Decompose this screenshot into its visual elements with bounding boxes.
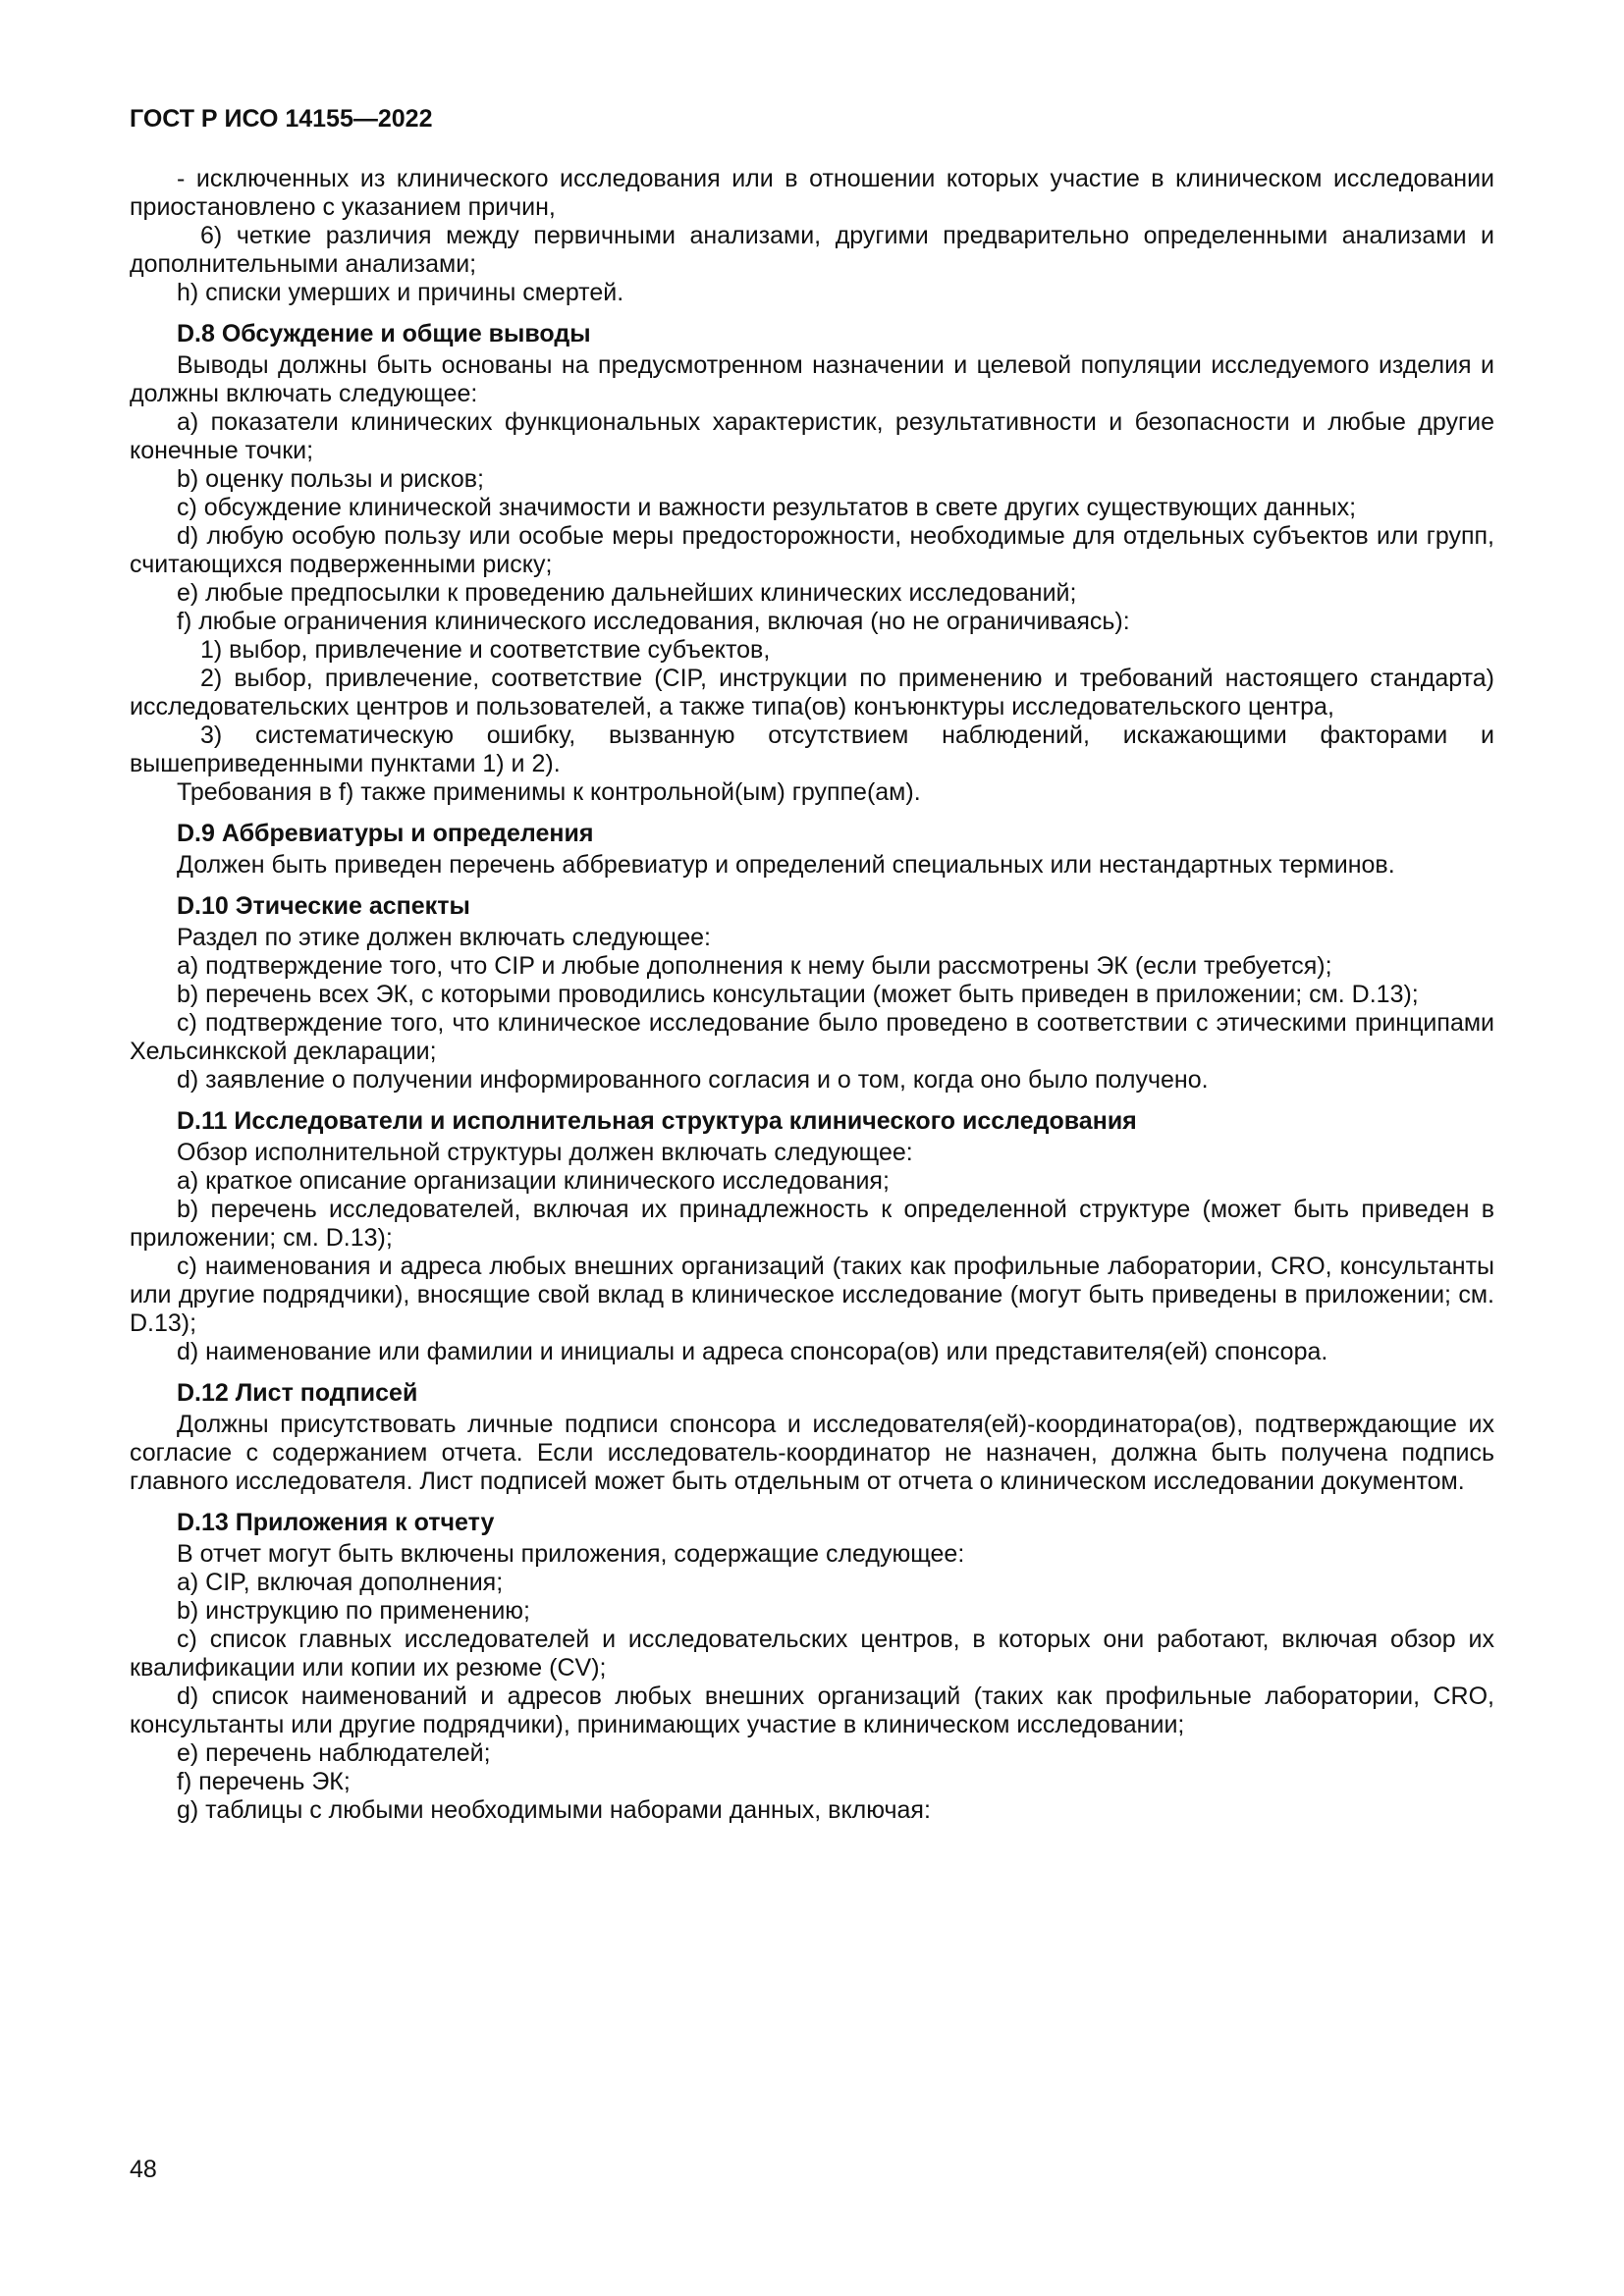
- paragraph: a) показатели клинических функциональных характеристик, результативности и безопасности и любые другие конечные точки;: [130, 408, 1494, 464]
- paragraph: d) заявление о получении информированного согласия и о том, когда оно было получено.: [177, 1066, 1209, 1094]
- paragraph: c) список главных исследователей и исследовательских центров, в которых они работают, включая обзор их квалификации или копии их резюме (CV);: [130, 1626, 1494, 1682]
- paragraph: a) подтверждение того, что CIP и любые дополнения к нему были рассмотрены ЭК (если требуется);: [177, 952, 1332, 980]
- section-heading: D.9 Аббревиатуры и определения: [177, 820, 594, 847]
- section-heading: D.8 Обсуждение и общие выводы: [177, 320, 591, 347]
- page-content: [130, 165, 1494, 1825]
- paragraph: - исключенных из клинического исследования или в отношении которых участие в клиническом исследовании приостановлено с указанием причин,: [130, 165, 1494, 221]
- paragraph: c) наименования и адреса любых внешних организаций (таких как профильные лаборатории, CRO, консультанты или другие подрядчики), вносящие свой вклад в клиническое исследование (могут быть приведены в приложении; см. D.13);: [130, 1253, 1494, 1337]
- paragraph: Должен быть приведен перечень аббревиатур и определений специальных или нестандартных терминов.: [177, 851, 1395, 879]
- paragraph: h) списки умерших и причины смертей.: [177, 279, 624, 306]
- paragraph: Выводы должны быть основаны на предусмотренном назначении и целевой популяции исследуемого изделия и должны включать следующее:: [130, 351, 1494, 407]
- paragraph: 6) четкие различия между первичными анализами, другими предварительно определенными анализами и дополнительными анализами;: [130, 222, 1494, 278]
- paragraph: b) оценку пользы и рисков;: [177, 465, 485, 493]
- paragraph: g) таблицы с любыми необходимыми наборами данных, включая:: [177, 1796, 931, 1824]
- paragraph: b) инструкцию по применению;: [177, 1597, 530, 1625]
- section-heading: D.12 Лист подписей: [177, 1379, 418, 1407]
- paragraph: d) любую особую пользу или особые меры предосторожности, необходимые для отдельных субъектов или групп, считающихся подверженными риску;: [130, 522, 1494, 578]
- paragraph: f) перечень ЭК;: [177, 1768, 351, 1795]
- paragraph: a) краткое описание организации клинического исследования;: [177, 1167, 890, 1195]
- paragraph: a) CIP, включая дополнения;: [177, 1569, 504, 1596]
- section-heading: D.10 Этические аспекты: [177, 892, 470, 920]
- section-heading: D.11 Исследователи и исполнительная структура клинического исследования: [177, 1107, 1137, 1135]
- paragraph: 2) выбор, привлечение, соответствие (CIP, инструкции по применению и требований настоящего стандарта) исследовательских центров и пользователей, а также типа(ов) конъюнктуры исследовательского центра,: [130, 665, 1494, 721]
- paragraph: d) список наименований и адресов любых внешних организаций (таких как профильные лаборатории, CRO, консультанты или другие подрядчики), принимающих участие в клиническом исследовании;: [130, 1682, 1494, 1738]
- paragraph: Требования в f) также применимы к контрольной(ым) группе(ам).: [177, 778, 921, 806]
- paragraph: c) подтверждение того, что клиническое исследование было проведено в соответствии с этическими принципами Хельсинкской декларации;: [130, 1009, 1494, 1065]
- paragraph: c) обсуждение клинической значимости и важности результатов в свете других существующих данных;: [177, 494, 1357, 521]
- paragraph: В отчет могут быть включены приложения, содержащие следующее:: [177, 1540, 965, 1568]
- paragraph: Должны присутствовать личные подписи спонсора и исследователя(ей)-координатора(ов), подтверждающие их согласие с содержанием отчета. Если исследователь-координатор не назначен, должна быть получена подпись главного исследователя. Лист подписей может быть отдельным от отчета о клиническом исследовании документом.: [130, 1411, 1494, 1495]
- section-heading: D.13 Приложения к отчету: [177, 1509, 495, 1536]
- paragraph: b) перечень всех ЭК, с которыми проводились консультации (может быть приведен в приложении; см. D.13);: [177, 981, 1419, 1008]
- paragraph: d) наименование или фамилии и инициалы и адреса спонсора(ов) или представителя(ей) спонсора.: [177, 1338, 1328, 1365]
- paragraph: 1) выбор, привлечение и соответствие субъектов,: [200, 636, 771, 664]
- paragraph: 3) систематическую ошибку, вызванную отсутствием наблюдений, искажающими факторами и вышеприведенными пунктами 1) и 2).: [130, 721, 1494, 777]
- paragraph: Обзор исполнительной структуры должен включать следующее:: [177, 1139, 913, 1166]
- paragraph: Раздел по этике должен включать следующее:: [177, 924, 711, 951]
- page-number: 48: [130, 2156, 157, 2183]
- paragraph: b) перечень исследователей, включая их принадлежность к определенной структуре (может быть приведен в приложении; см. D.13);: [130, 1196, 1494, 1252]
- paragraph: e) любые предпосылки к проведению дальнейших клинических исследований;: [177, 579, 1077, 607]
- paragraph: e) перечень наблюдателей;: [177, 1739, 491, 1767]
- document-header: ГОСТ Р ИСО 14155—2022: [130, 105, 433, 133]
- paragraph: f) любые ограничения клинического исследования, включая (но не ограничиваясь):: [177, 608, 1130, 635]
